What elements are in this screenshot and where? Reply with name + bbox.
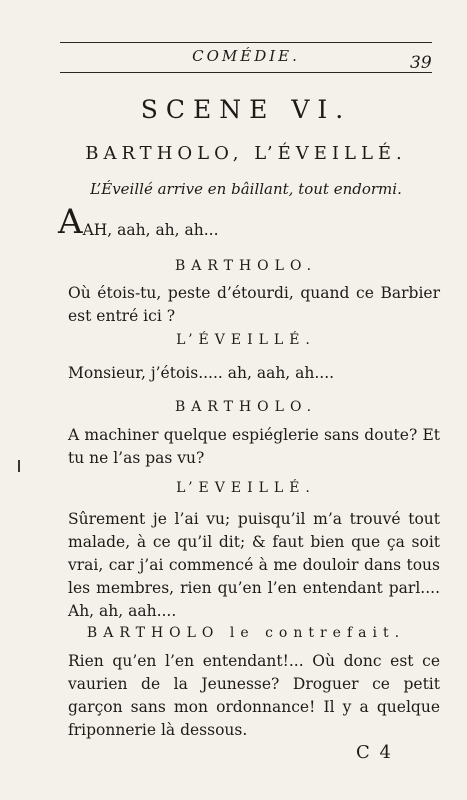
- margin-mark: [18, 460, 20, 472]
- speech-leveille-2: Sûrement je l’ai vu; puisqu’il m’a trouvé tout malade, à ce qu’il dit; & faut bien que ça soit vrai, car j’ai commencé à me douloir dans tous les membres, rien qu’en l’en entendant parl.... Ah, ah, aah....: [68, 510, 440, 620]
- speech-bartholo-1: Où étois-tu, peste d’étourdi, quand ce Barbier est entré ici ?: [68, 284, 440, 325]
- stage-direction: L’Éveillé arrive en bâillant, tout endormi.: [90, 180, 402, 198]
- speaker-leveille: L’ÉVEILLÉ.: [176, 332, 316, 348]
- speaker-bartholo: BARTHOLO.: [174, 258, 318, 274]
- header-rule-top: [60, 42, 432, 43]
- speaker-bartholo-2: BARTHOLO.: [174, 399, 318, 415]
- drop-cap: A: [58, 202, 83, 242]
- speaker-bartholo-3: BARTHOLO le contrefait.: [86, 625, 406, 641]
- scene-title: SCENE VI.: [140, 95, 352, 124]
- header-rule-bottom: [60, 72, 432, 73]
- opening-line-text: AH, aah, ah, ah...: [82, 221, 219, 239]
- scene-characters: BARTHOLO, L’ÉVEILLÉ.: [85, 143, 407, 164]
- page-number: 39: [410, 53, 432, 73]
- speech-bartholo-2: A machiner quelque espiéglerie sans doute? Et tu ne l’as pas vu?: [68, 426, 440, 467]
- running-head: COMÉDIE.: [192, 47, 300, 65]
- speech-bartholo-3: Rien qu’en l’en entendant!... Où donc est ce vaurien de la Jeunesse? Droguer ce petit garçon sans mon ordonnance! Il y a quelque friponnerie là dessous.: [68, 652, 440, 739]
- speaker-leveille-2: L’EVEILLÉ.: [176, 480, 316, 496]
- signature-mark: C 4: [356, 742, 393, 763]
- speech-leveille-1: Monsieur, j’étois..... ah, aah, ah....: [68, 364, 335, 382]
- opening-line: [58, 202, 438, 242]
